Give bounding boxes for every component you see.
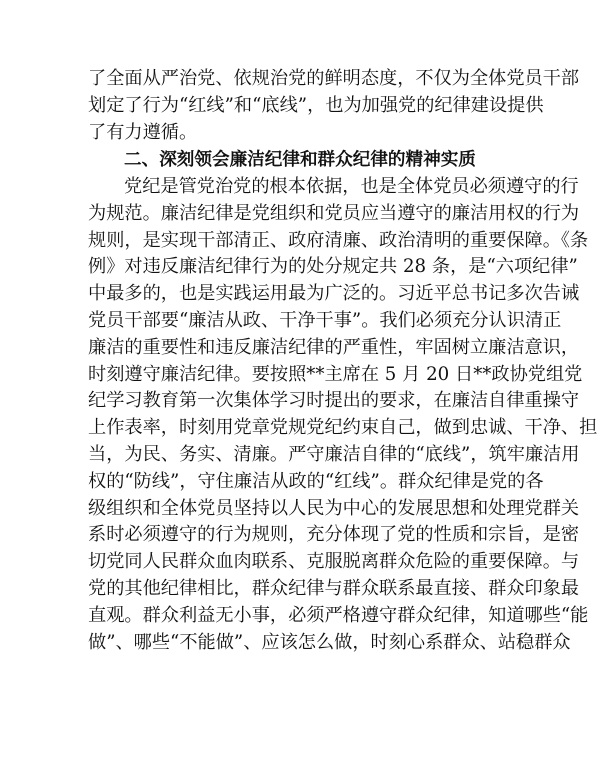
paragraph-line: 级组织和全体党员坚持以人民为中心的发展思想和处理党群关 — [88, 497, 580, 519]
paragraph-line: 了有力遵循。 — [88, 121, 198, 143]
paragraph-line: 纪学习教育第一次集体学习时提出的要求，在廉洁自律重操守 — [88, 390, 580, 412]
paragraph-line: 权的“防线”，守住廉洁从政的“红线”。群众纪律是党的各 — [88, 470, 544, 492]
paragraph-line: 中最多的，也是实践运用最为广泛的。习近平总书记多次告诫 — [88, 283, 580, 305]
paragraph-line: 系时必须遵守的行为规则，充分体现了党的性质和宗旨，是密 — [88, 524, 580, 546]
paragraph-line: 切党同人民群众血肉联系、克服脱离群众危险的重要保障。与 — [88, 551, 580, 573]
paragraph-line: 党员干部要“廉洁从政、干净干事”。我们必须充分认识清正 — [88, 309, 562, 331]
paragraph-line: 规则，是实现干部清正、政府清廉、政治清明的重要保障。《条 — [88, 229, 589, 251]
main-paragraph — [88, 174, 597, 656]
paragraph-line: 直观。群众利益无小事，必须严格遵守群众纪律，知道哪些“能 — [88, 604, 589, 626]
intro-paragraph — [88, 66, 580, 146]
paragraph-line: 例》对违反廉洁纪律行为的处分规定共 28 条，是“六项纪律” — [88, 256, 578, 278]
paragraph-line: 划定了行为“红线”和“底线”，也为加强党的纪律建设提供 — [88, 94, 544, 116]
paragraph-line: 为规范。廉洁纪律是党组织和党员应当遵守的廉洁用权的行为 — [88, 202, 580, 224]
paragraph-line: 做”、哪些“不能做”、应该怎么做，时刻心系群众、站稳群众 — [88, 631, 571, 653]
paragraph-line: 时刻遵守廉洁纪律。要按照**主席在 5 月 20 日**政协党组党 — [88, 363, 583, 385]
paragraph-line: 党纪是管党治党的根本依据，也是全体党员必须遵守的行 — [124, 176, 579, 197]
paragraph-line: 当，为民、务实、清廉。严守廉洁自律的“底线”，筑牢廉洁用 — [88, 443, 580, 465]
paragraph-line: 了全面从严治党、依规治党的鲜明态度，不仅为全体党员干部 — [88, 68, 580, 89]
paragraph-line: 党的其他纪律相比，群众纪律与群众联系最直接、群众印象最 — [88, 577, 580, 599]
section-heading: 二、深刻领会廉洁纪律和群众纪律的精神实质 — [124, 150, 476, 170]
paragraph-line: 上作表率，时刻用党章党规党纪约束自己，做到忠诚、干净、担 — [88, 417, 597, 439]
paragraph-line: 廉洁的重要性和违反廉洁纪律的严重性，牢固树立廉洁意识， — [88, 336, 580, 358]
